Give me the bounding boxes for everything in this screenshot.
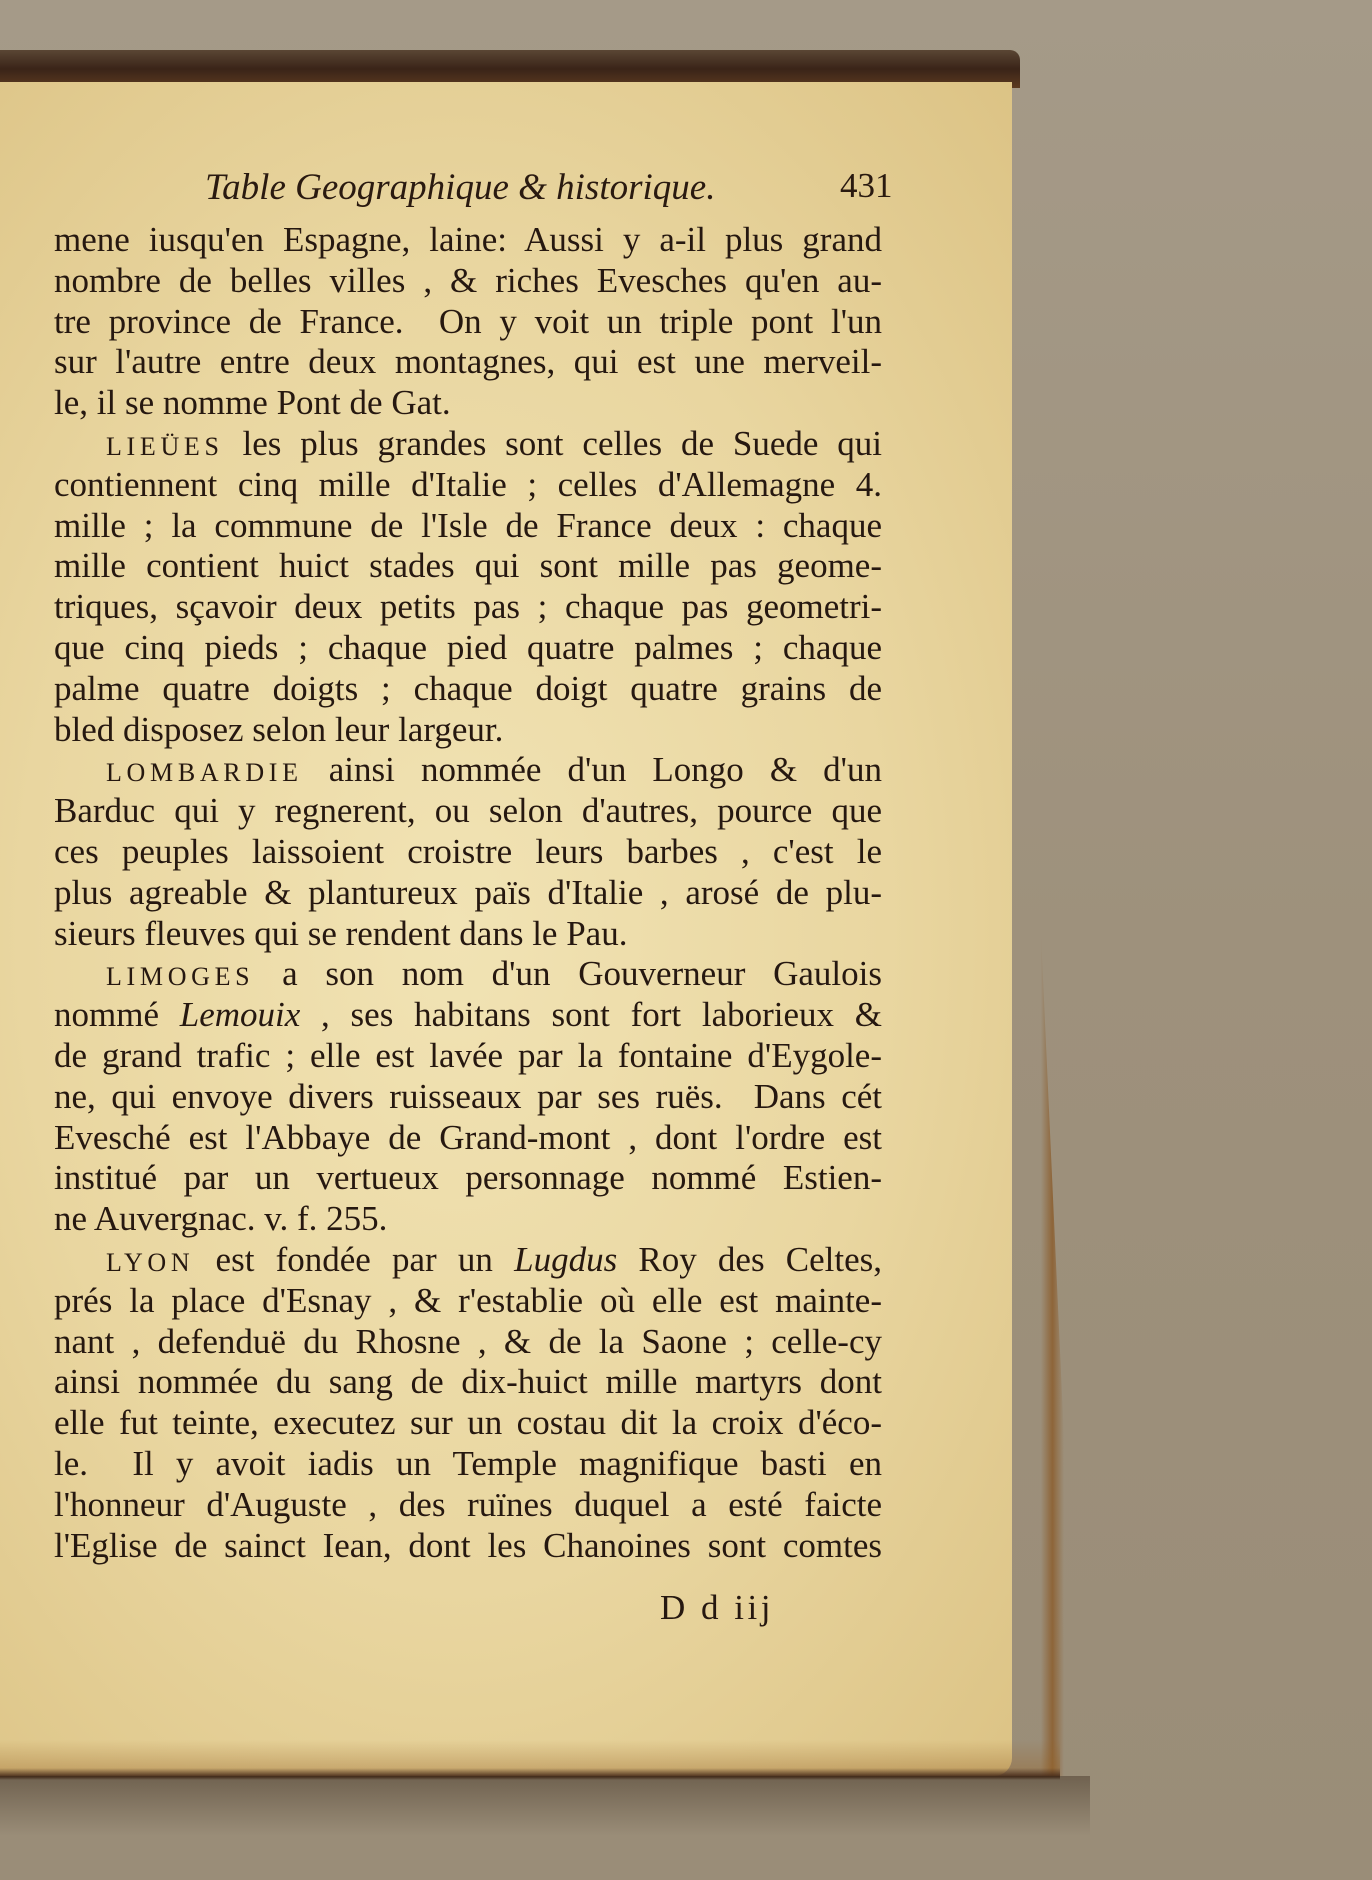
text-line	[54, 1322, 882, 1363]
line-text: le. Il y avoit iadis un Temple magnifique basti en	[54, 1443, 882, 1483]
line-text: mille ; la commune de l'Isle de France deux : chaque	[54, 505, 882, 545]
text-line	[54, 1362, 882, 1403]
text-line	[54, 1444, 882, 1485]
text-line	[54, 587, 882, 628]
text-line	[54, 546, 882, 587]
text-line	[54, 342, 882, 383]
line-text: sur l'autre entre deux montagnes, qui est une merveil-	[54, 342, 882, 382]
text-line	[54, 1281, 882, 1322]
entry-headword: LIEÜES	[106, 431, 224, 461]
line-text: contiennent cinq mille d'Italie ; celles d'Allemagne 4.	[54, 464, 882, 504]
page-number: 431	[840, 166, 893, 205]
italic-name: Lugdus	[514, 1239, 618, 1279]
line-text: ne, qui envoye divers ruisseaux par ses ruës. Dans cét	[54, 1076, 882, 1116]
text-line	[54, 1036, 882, 1077]
line-text: le, il se nomme Pont de Gat.	[54, 383, 451, 423]
text-line	[54, 1485, 882, 1526]
line-text: Barduc qui y regnerent, ou selon d'autres, pource que	[54, 791, 882, 831]
entry-headword: LOMBARDIE	[106, 758, 303, 788]
text-line	[54, 791, 882, 832]
line-text: mille contient huict stades qui sont mille pas geome-	[54, 546, 882, 586]
line-text: bled disposez selon leur largeur.	[54, 709, 504, 749]
line-text: triques, sçavoir deux petits pas ; chaque pas geometri-	[54, 587, 882, 627]
entry-headword: LYON	[106, 1247, 195, 1277]
text-line	[54, 669, 882, 710]
text-line	[54, 995, 882, 1036]
text-line	[54, 465, 882, 506]
line-text: nombre de belles villes , & riches Evesches qu'en au-	[54, 260, 882, 300]
line-text: palme quatre doigts ; chaque doigt quatre grains de	[54, 668, 882, 708]
line-text: que cinq pieds ; chaque pied quatre palmes ; chaque	[54, 627, 882, 667]
line-text: l'honneur d'Auguste , des ruïnes duquel a esté faicte	[54, 1484, 882, 1524]
text-line	[54, 710, 882, 751]
text-line	[54, 1526, 882, 1567]
line-text: de grand trafic ; elle est lavée par la fontaine d'Eygole-	[54, 1035, 882, 1075]
line-text: , ses habitans sont fort laborieux &	[300, 995, 883, 1035]
text-line	[54, 832, 882, 873]
text-line	[54, 383, 882, 424]
body-text	[54, 220, 882, 1566]
line-text: ainsi nommée d'un Longo & d'un	[302, 750, 882, 790]
text-line	[54, 873, 882, 914]
text-line	[54, 1403, 882, 1444]
line-text: ne Auvergnac. v. f. 255.	[54, 1199, 388, 1239]
text-line	[54, 914, 882, 955]
text-line	[54, 1118, 882, 1159]
text-line	[54, 506, 882, 547]
line-text: l'Eglise de sainct Iean, dont les Chanoines sont comtes	[54, 1525, 882, 1565]
text-line	[54, 261, 882, 302]
entry-headword: LIMOGES	[106, 962, 255, 992]
text-line	[54, 1199, 882, 1240]
line-text: ainsi nommée du sang de dix-huict mille martyrs dont	[54, 1362, 882, 1402]
line-text: mene iusqu'en Espagne, laine: Aussi y a-il plus grand	[54, 220, 882, 259]
line-text: a son nom d'un Gouverneur Gaulois	[254, 954, 882, 994]
entry-first-line	[54, 424, 882, 465]
text-line	[54, 302, 882, 343]
running-title: Table Geographique & historique.	[205, 167, 716, 208]
line-text: sieurs fleuves qui se rendent dans le Pau.	[54, 913, 628, 953]
line-text: nant , defenduë du Rhosne , & de la Saone ; celle-cy	[54, 1321, 882, 1361]
line-text: institué par un vertueux personnage nommé Estien-	[54, 1158, 882, 1198]
line-text: ces peuples laissoient croistre leurs barbes , c'est le	[54, 831, 882, 871]
text-line	[54, 1158, 882, 1199]
line-text: Evesché est l'Abbaye de Grand-mont , dont l'ordre est	[54, 1117, 882, 1157]
line-text: prés la place d'Esnay , & r'establie où elle est mainte-	[54, 1280, 882, 1320]
entry-first-line	[54, 1240, 882, 1281]
line-text: plus agreable & plantureux païs d'Italie , arosé de plu-	[54, 872, 882, 912]
text-line	[54, 628, 882, 669]
entry-first-line	[54, 954, 882, 995]
page-shadow	[0, 1776, 1090, 1836]
line-text: tre province de France. On y voit un triple pont l'un	[54, 301, 882, 341]
signature-mark: D d iij	[660, 1588, 774, 1627]
line-text: nommé	[54, 995, 180, 1035]
text-line	[54, 1077, 882, 1118]
line-text: les plus grandes sont celles de Suede qui	[223, 423, 882, 463]
entry-first-line	[54, 750, 882, 791]
page-fore-edge	[1006, 86, 1064, 1776]
page-bottom-edge	[0, 1740, 1060, 1780]
line-text: est fondée par un	[194, 1239, 515, 1279]
line-text: Roy des Celtes,	[617, 1239, 883, 1279]
line-text: elle fut teinte, executez sur un costau dit la croix d'éco-	[54, 1403, 882, 1443]
italic-name: Lemouix	[179, 995, 301, 1035]
text-line	[54, 220, 882, 261]
